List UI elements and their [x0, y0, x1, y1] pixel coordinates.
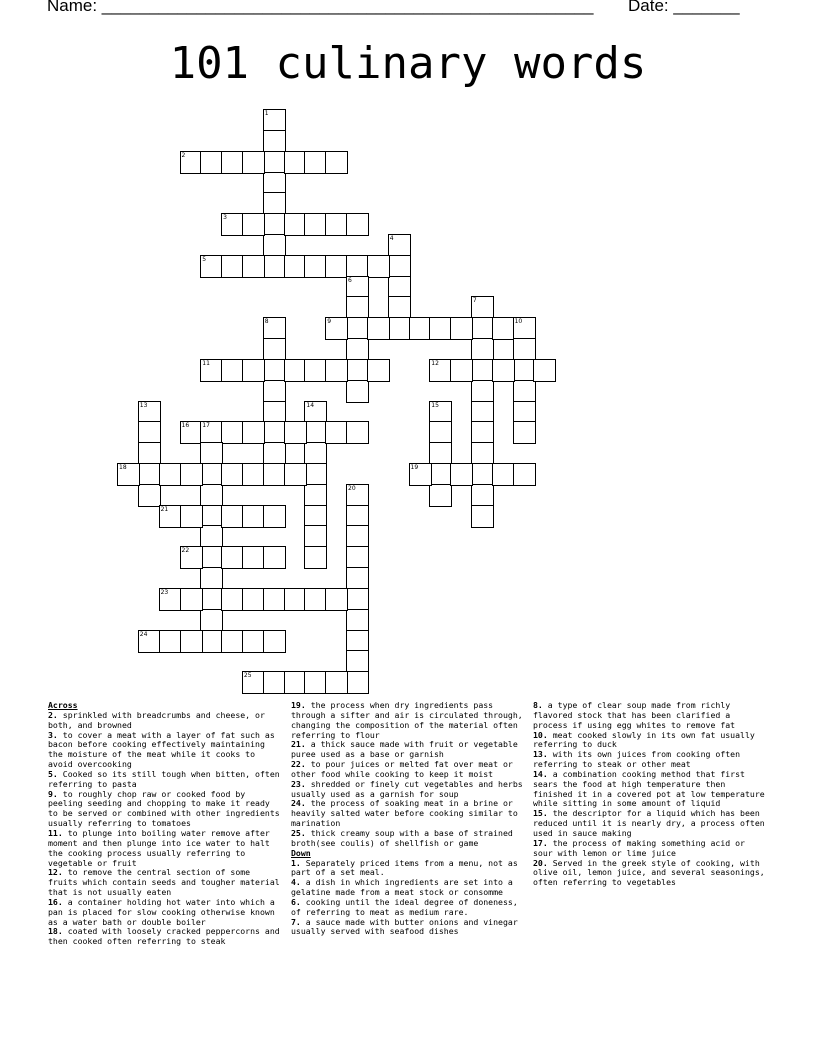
clue-number: 8 [264, 318, 269, 326]
grid-cell[interactable] [513, 338, 536, 361]
clue-number: 16 [181, 422, 190, 430]
grid-cell[interactable] [325, 359, 348, 382]
grid-cell[interactable] [429, 317, 452, 340]
grid-cell[interactable] [284, 671, 307, 694]
grid-cell[interactable] [263, 463, 286, 486]
grid-cell[interactable] [221, 630, 244, 653]
grid-cell[interactable] [346, 338, 369, 361]
grid-cell[interactable] [304, 525, 327, 548]
clue-text: a sauce made with butter onions and vinegar usually served with seafood dishes [291, 916, 518, 937]
grid-cell[interactable] [263, 546, 286, 569]
grid-cell[interactable] [180, 463, 203, 486]
clue-number-label: 17. [533, 837, 548, 848]
grid-cell[interactable] [304, 463, 327, 486]
grid-cell[interactable] [200, 421, 223, 444]
grid-cell[interactable] [346, 650, 369, 673]
grid-cell[interactable] [471, 463, 494, 486]
clue-number: 4 [389, 234, 394, 242]
grid-cell[interactable] [471, 359, 494, 382]
name-label: Name: [47, 0, 102, 15]
grid-cell[interactable] [450, 317, 473, 340]
grid-cell[interactable] [242, 505, 265, 528]
grid-cell[interactable] [263, 151, 286, 174]
grid-cell[interactable] [263, 234, 286, 257]
grid-cell[interactable] [138, 484, 161, 507]
clue-number: 23 [160, 588, 169, 596]
clue-text: to roughly chop raw or cooked food by peeling seeding and chopping to make it ready to be served or combined with other ingredients usually referring to tomatoes [48, 788, 280, 829]
grid-cell[interactable] [471, 380, 494, 403]
clue-text: the process when dry ingredients pass through a sifter and air is circulated through, changing the composition of the material often referring to flour [291, 700, 523, 740]
grid-cell[interactable] [263, 192, 286, 215]
grid-cell[interactable] [471, 442, 494, 465]
clue-down-7 [533, 770, 765, 809]
clue-text: to cover a meat with a layer of fat such as bacon before cooking effectively maintaining the moisture of the meat while it cooks to avoid overcooking [48, 729, 275, 770]
grid-cell[interactable] [304, 671, 327, 694]
grid-cell[interactable] [346, 546, 369, 569]
clue-text: meat cooked slowly in its own fat usually referring to duck [533, 729, 755, 750]
clue-across-4 [48, 829, 280, 868]
clue-number: 15 [431, 401, 439, 409]
grid-cell[interactable] [200, 567, 223, 590]
clue-text: with its own juices from cooking often referring to steak or other meat [533, 749, 741, 770]
grid-cell[interactable] [200, 609, 223, 632]
clue-number-label: 1. [291, 857, 301, 868]
grid-cell[interactable] [346, 296, 369, 319]
clue-number-label: 8. [533, 700, 543, 710]
grid-cell[interactable] [221, 588, 244, 611]
clue-text: to plunge into boiling water remove after moment and then plunge into ice water to halt the cooking process usually referring to vegetable or fruit [48, 827, 270, 868]
grid-cell[interactable] [284, 588, 307, 611]
grid-cell[interactable] [429, 421, 452, 444]
grid-cell[interactable] [325, 255, 348, 278]
clue-number-label: 24. [291, 798, 306, 809]
grid-cell[interactable] [304, 151, 327, 174]
grid-cell[interactable] [346, 588, 369, 611]
grid-cell[interactable] [159, 630, 182, 653]
clue-across-0 [48, 711, 280, 731]
grid-cell[interactable] [388, 296, 411, 319]
clue-number: 3 [223, 214, 227, 222]
clue-number: 18 [119, 463, 127, 471]
grid-cell[interactable] [346, 525, 369, 548]
grid-cell[interactable] [263, 588, 286, 611]
grid-cell[interactable] [180, 505, 203, 528]
grid-cell[interactable] [304, 359, 327, 382]
clue-number: 25 [243, 672, 252, 680]
grid-cell[interactable] [513, 317, 536, 340]
grid-cell[interactable] [263, 442, 286, 465]
grid-cell[interactable] [221, 463, 244, 486]
grid-cell[interactable] [471, 505, 494, 528]
grid-cell[interactable] [346, 671, 369, 694]
grid-cell[interactable] [346, 567, 369, 590]
grid-cell[interactable] [284, 359, 307, 382]
clue-number: 12 [431, 359, 439, 367]
grid-cell[interactable] [304, 546, 327, 569]
grid-cell[interactable] [180, 421, 203, 444]
grid-cell[interactable] [346, 630, 369, 653]
clue-number-label: 19. [291, 700, 306, 710]
grid-cell[interactable] [180, 546, 203, 569]
grid-cell[interactable] [284, 255, 307, 278]
grid-cell[interactable] [200, 525, 223, 548]
clue-across-3 [48, 790, 280, 829]
grid-cell[interactable] [263, 359, 286, 382]
clue-across-6 [48, 898, 280, 928]
grid-cell[interactable] [513, 359, 536, 382]
grid-cell[interactable] [242, 546, 265, 569]
clue-text: the process of making something acid or sour with lemon or lime juice [533, 837, 745, 858]
grid-cell[interactable] [138, 630, 161, 653]
clue-number: 5 [202, 255, 207, 263]
grid-cell[interactable] [471, 401, 494, 424]
clue-down-3 [291, 918, 523, 938]
clue-number-label: 20. [533, 857, 548, 868]
clue-number-label: 22. [291, 759, 306, 770]
grid-cell[interactable] [325, 213, 348, 236]
grid-cell[interactable] [429, 442, 452, 465]
clue-number-label: 14. [533, 768, 548, 779]
grid-cell[interactable] [346, 255, 369, 278]
grid-cell[interactable] [388, 317, 411, 340]
grid-cell[interactable] [367, 255, 390, 278]
grid-cell[interactable] [388, 255, 411, 278]
grid-cell[interactable] [159, 588, 182, 611]
grid-cell[interactable] [471, 317, 494, 340]
grid-cell[interactable] [263, 213, 286, 236]
grid-cell[interactable] [367, 317, 390, 340]
clue-number: 11 [202, 359, 210, 367]
grid-cell[interactable] [346, 609, 369, 632]
grid-cell[interactable] [325, 421, 348, 444]
grid-cell[interactable] [242, 213, 265, 236]
grid-cell[interactable] [492, 359, 515, 382]
grid-cell[interactable] [242, 630, 265, 653]
clue-number: 17 [202, 422, 210, 430]
clue-number-label: 12. [48, 867, 63, 878]
clues-column-2 [291, 701, 523, 937]
clue-number: 21 [160, 505, 169, 513]
clue-number: 6 [348, 276, 352, 284]
clue-across-2 [48, 770, 280, 790]
grid-cell[interactable] [221, 255, 244, 278]
clue-number: 13 [139, 401, 148, 409]
clue-number-label: 6. [291, 896, 301, 907]
grid-cell[interactable] [304, 213, 327, 236]
clue-across-11 [291, 780, 523, 800]
clue-number: 19 [410, 463, 419, 471]
grid-cell[interactable] [138, 442, 161, 465]
clue-number: 14 [306, 401, 315, 409]
clue-text: shredded or finely cut vegetables and herbs usually used as a garnish for soup [291, 778, 523, 799]
clue-number-label: 3. [48, 729, 58, 740]
grid-cell[interactable] [325, 317, 348, 340]
clue-number-label: 16. [48, 896, 63, 907]
grid-cell[interactable] [159, 505, 182, 528]
grid-cell[interactable] [263, 172, 286, 195]
grid-cell[interactable] [221, 505, 244, 528]
clue-across-7 [48, 927, 280, 947]
clue-down-10 [533, 859, 765, 889]
grid-cell[interactable] [367, 359, 390, 382]
clue-number-label: 15. [533, 808, 548, 819]
grid-cell[interactable] [263, 255, 286, 278]
grid-cell[interactable] [263, 630, 286, 653]
down-heading: Down [291, 847, 311, 858]
date-label: Date: [628, 0, 674, 15]
date-line[interactable]: _______ [673, 0, 740, 15]
grid-cell[interactable] [263, 109, 286, 132]
grid-cell[interactable] [346, 276, 369, 299]
grid-cell[interactable] [450, 463, 473, 486]
clue-across-8 [291, 701, 523, 740]
grid-cell[interactable] [533, 359, 556, 382]
across-heading: Across [48, 700, 78, 710]
grid-cell[interactable] [242, 588, 265, 611]
grid-cell[interactable] [471, 484, 494, 507]
grid-cell[interactable] [284, 151, 307, 174]
grid-cell[interactable] [346, 317, 369, 340]
grid-cell[interactable] [117, 463, 140, 486]
clue-number: 9 [327, 318, 332, 326]
clue-number-label: 5. [48, 768, 58, 779]
clue-down-1 [291, 878, 523, 898]
clue-across-5 [48, 868, 280, 898]
grid-cell[interactable] [304, 484, 327, 507]
clue-number-label: 18. [48, 926, 63, 937]
clue-text: sprinkled with breadcrumbs and cheese, or both, and browned [48, 709, 265, 730]
grid-cell[interactable] [325, 151, 348, 174]
grid-cell[interactable] [180, 630, 203, 653]
grid-cell[interactable] [304, 401, 327, 424]
clue-number-label: 21. [291, 739, 306, 750]
grid-cell[interactable] [409, 317, 432, 340]
clue-down-0 [291, 859, 523, 879]
grid-cell[interactable] [492, 317, 515, 340]
grid-cell[interactable] [200, 505, 223, 528]
grid-cell[interactable] [200, 546, 223, 569]
clue-across-9 [291, 740, 523, 760]
clue-number-label: 23. [291, 778, 306, 789]
clues-column-1 [48, 701, 280, 947]
clue-number: 20 [348, 484, 356, 492]
grid-cell[interactable] [159, 463, 182, 486]
clue-down-4 [533, 701, 765, 731]
clue-number: 22 [181, 547, 190, 555]
grid-cell[interactable] [513, 463, 536, 486]
clue-text: Cooked so its still tough when bitten, often referring to pasta [48, 768, 280, 789]
clue-text: to remove the central section of some fruits which contain seeds and tougher material that is not usually eaten [48, 867, 280, 898]
grid-cell[interactable] [284, 421, 307, 444]
clue-text: a type of clear soup made from richly flavored stock that has been clarified a process if using egg whites to remove fat [533, 700, 736, 730]
clue-number-label: 9. [48, 788, 58, 799]
grid-cell[interactable] [471, 338, 494, 361]
grid-cell[interactable] [284, 213, 307, 236]
grid-cell[interactable] [221, 151, 244, 174]
clue-number-label: 25. [291, 827, 306, 838]
grid-cell[interactable] [242, 255, 265, 278]
grid-cell[interactable] [242, 421, 265, 444]
grid-cell[interactable] [429, 463, 452, 486]
grid-cell[interactable] [263, 671, 286, 694]
clue-down-5 [533, 731, 765, 751]
clue-number: 10 [514, 318, 523, 326]
grid-cell[interactable] [138, 463, 161, 486]
grid-cell[interactable] [263, 505, 286, 528]
clue-down-9 [533, 839, 765, 859]
grid-cell[interactable] [346, 505, 369, 528]
clue-text: Separately priced items from a menu, not as part of a set meal. [291, 857, 518, 878]
grid-cell[interactable] [325, 588, 348, 611]
clue-down-2 [291, 898, 523, 918]
clue-number-label: 10. [533, 729, 548, 740]
clue-number: 2 [181, 151, 186, 159]
grid-cell[interactable] [221, 421, 244, 444]
grid-cell[interactable] [200, 151, 223, 174]
clue-text: to pour juices or melted fat over meat or other food while cooking to keep it moist [291, 759, 513, 779]
clue-number-label: 7. [291, 916, 301, 927]
clue-across-1 [48, 731, 280, 770]
grid-cell[interactable] [200, 463, 223, 486]
grid-cell[interactable] [242, 463, 265, 486]
grid-cell[interactable] [263, 421, 286, 444]
grid-cell[interactable] [346, 421, 369, 444]
grid-cell[interactable] [138, 421, 161, 444]
grid-cell[interactable] [346, 380, 369, 403]
grid-cell[interactable] [388, 276, 411, 299]
grid-cell[interactable] [429, 484, 452, 507]
grid-cell[interactable] [346, 213, 369, 236]
clue-down-6 [533, 750, 765, 770]
grid-cell[interactable] [263, 130, 286, 153]
grid-cell[interactable] [138, 401, 161, 424]
grid-cell[interactable] [200, 442, 223, 465]
grid-cell[interactable] [513, 421, 536, 444]
clue-across-12 [291, 799, 523, 829]
grid-cell[interactable] [304, 421, 327, 444]
grid-cell[interactable] [200, 359, 223, 382]
grid-cell[interactable] [346, 484, 369, 507]
grid-cell[interactable] [409, 463, 432, 486]
grid-cell[interactable] [200, 255, 223, 278]
grid-cell[interactable] [304, 588, 327, 611]
clue-text: the process of soaking meat in a brine or heavily salted water before cooking similar to marination [291, 798, 518, 829]
grid-cell[interactable] [284, 463, 307, 486]
clue-text: cooking until the ideal degree of doneness, of referring to meat as medium rare. [291, 896, 518, 917]
clue-down-8 [533, 809, 765, 839]
grid-cell[interactable] [200, 484, 223, 507]
grid-cell[interactable] [304, 505, 327, 528]
clue-number-label: 4. [291, 877, 301, 888]
grid-cell[interactable] [200, 630, 223, 653]
grid-cell[interactable] [346, 359, 369, 382]
clue-text: a combination cooking method that first sears the food at high temperature then finished it in a covered pot at low temperature while sitting in some amount of liquid [533, 768, 765, 809]
clue-number: 7 [472, 297, 477, 305]
grid-cell[interactable] [221, 359, 244, 382]
grid-cell[interactable] [242, 359, 265, 382]
clue-number: 1 [264, 110, 269, 117]
grid-cell[interactable] [304, 255, 327, 278]
clue-text: a dish in which ingredients are set into a gelatine made from a meat stock or consomme [291, 877, 513, 898]
grid-cell[interactable] [263, 338, 286, 361]
grid-cell[interactable] [263, 317, 286, 340]
clue-across-10 [291, 760, 523, 780]
grid-cell[interactable] [450, 359, 473, 382]
clue-text: coated with loosely cracked peppercorns and then cooked often referring to steak [48, 926, 280, 947]
clue-text: the descriptor for a liquid which has been reduced until it is nearly dry, a process often used in sauce making [533, 808, 765, 838]
clue-number-label: 13. [533, 749, 548, 760]
grid-cell[interactable] [242, 151, 265, 174]
grid-cell[interactable] [471, 296, 494, 319]
clue-number: 24 [139, 630, 148, 638]
grid-cell[interactable] [492, 463, 515, 486]
page-title: 101 culinary words [169, 38, 647, 89]
grid-cell[interactable] [513, 401, 536, 424]
grid-cell[interactable] [429, 401, 452, 424]
clue-text: thick creamy soup with a base of strained broth(see coulis) of shellfish or game [291, 827, 513, 848]
grid-cell[interactable] [325, 671, 348, 694]
grid-cell[interactable] [263, 401, 286, 424]
grid-cell[interactable] [513, 380, 536, 403]
grid-cell[interactable] [221, 546, 244, 569]
name-line[interactable]: ____________________________________________________ [101, 0, 594, 15]
grid-cell[interactable] [221, 213, 244, 236]
clue-text: Served in the greek style of cooking, with olive oil, lemon juice, and several seasonings, often referring to vegetables [533, 857, 765, 888]
clue-number-label: 2. [48, 709, 58, 720]
grid-cell[interactable] [242, 671, 265, 694]
clue-text: a container holding hot water into which a pan is placed for slow cooking otherwise known as a water bath or double boiler [48, 896, 275, 927]
grid-cell[interactable] [180, 588, 203, 611]
grid-cell[interactable] [200, 588, 223, 611]
grid-cell[interactable] [388, 234, 411, 257]
clue-text: a thick sauce made with fruit or vegetable puree used as a base or garnish [291, 739, 518, 760]
grid-cell[interactable] [429, 359, 452, 382]
grid-cell[interactable] [304, 442, 327, 465]
clue-across-13 [291, 829, 523, 849]
grid-cell[interactable] [180, 151, 203, 174]
grid-cell[interactable] [263, 380, 286, 403]
clue-number-label: 11. [48, 827, 63, 838]
grid-cell[interactable] [471, 421, 494, 444]
clues-column-3 [533, 701, 765, 888]
